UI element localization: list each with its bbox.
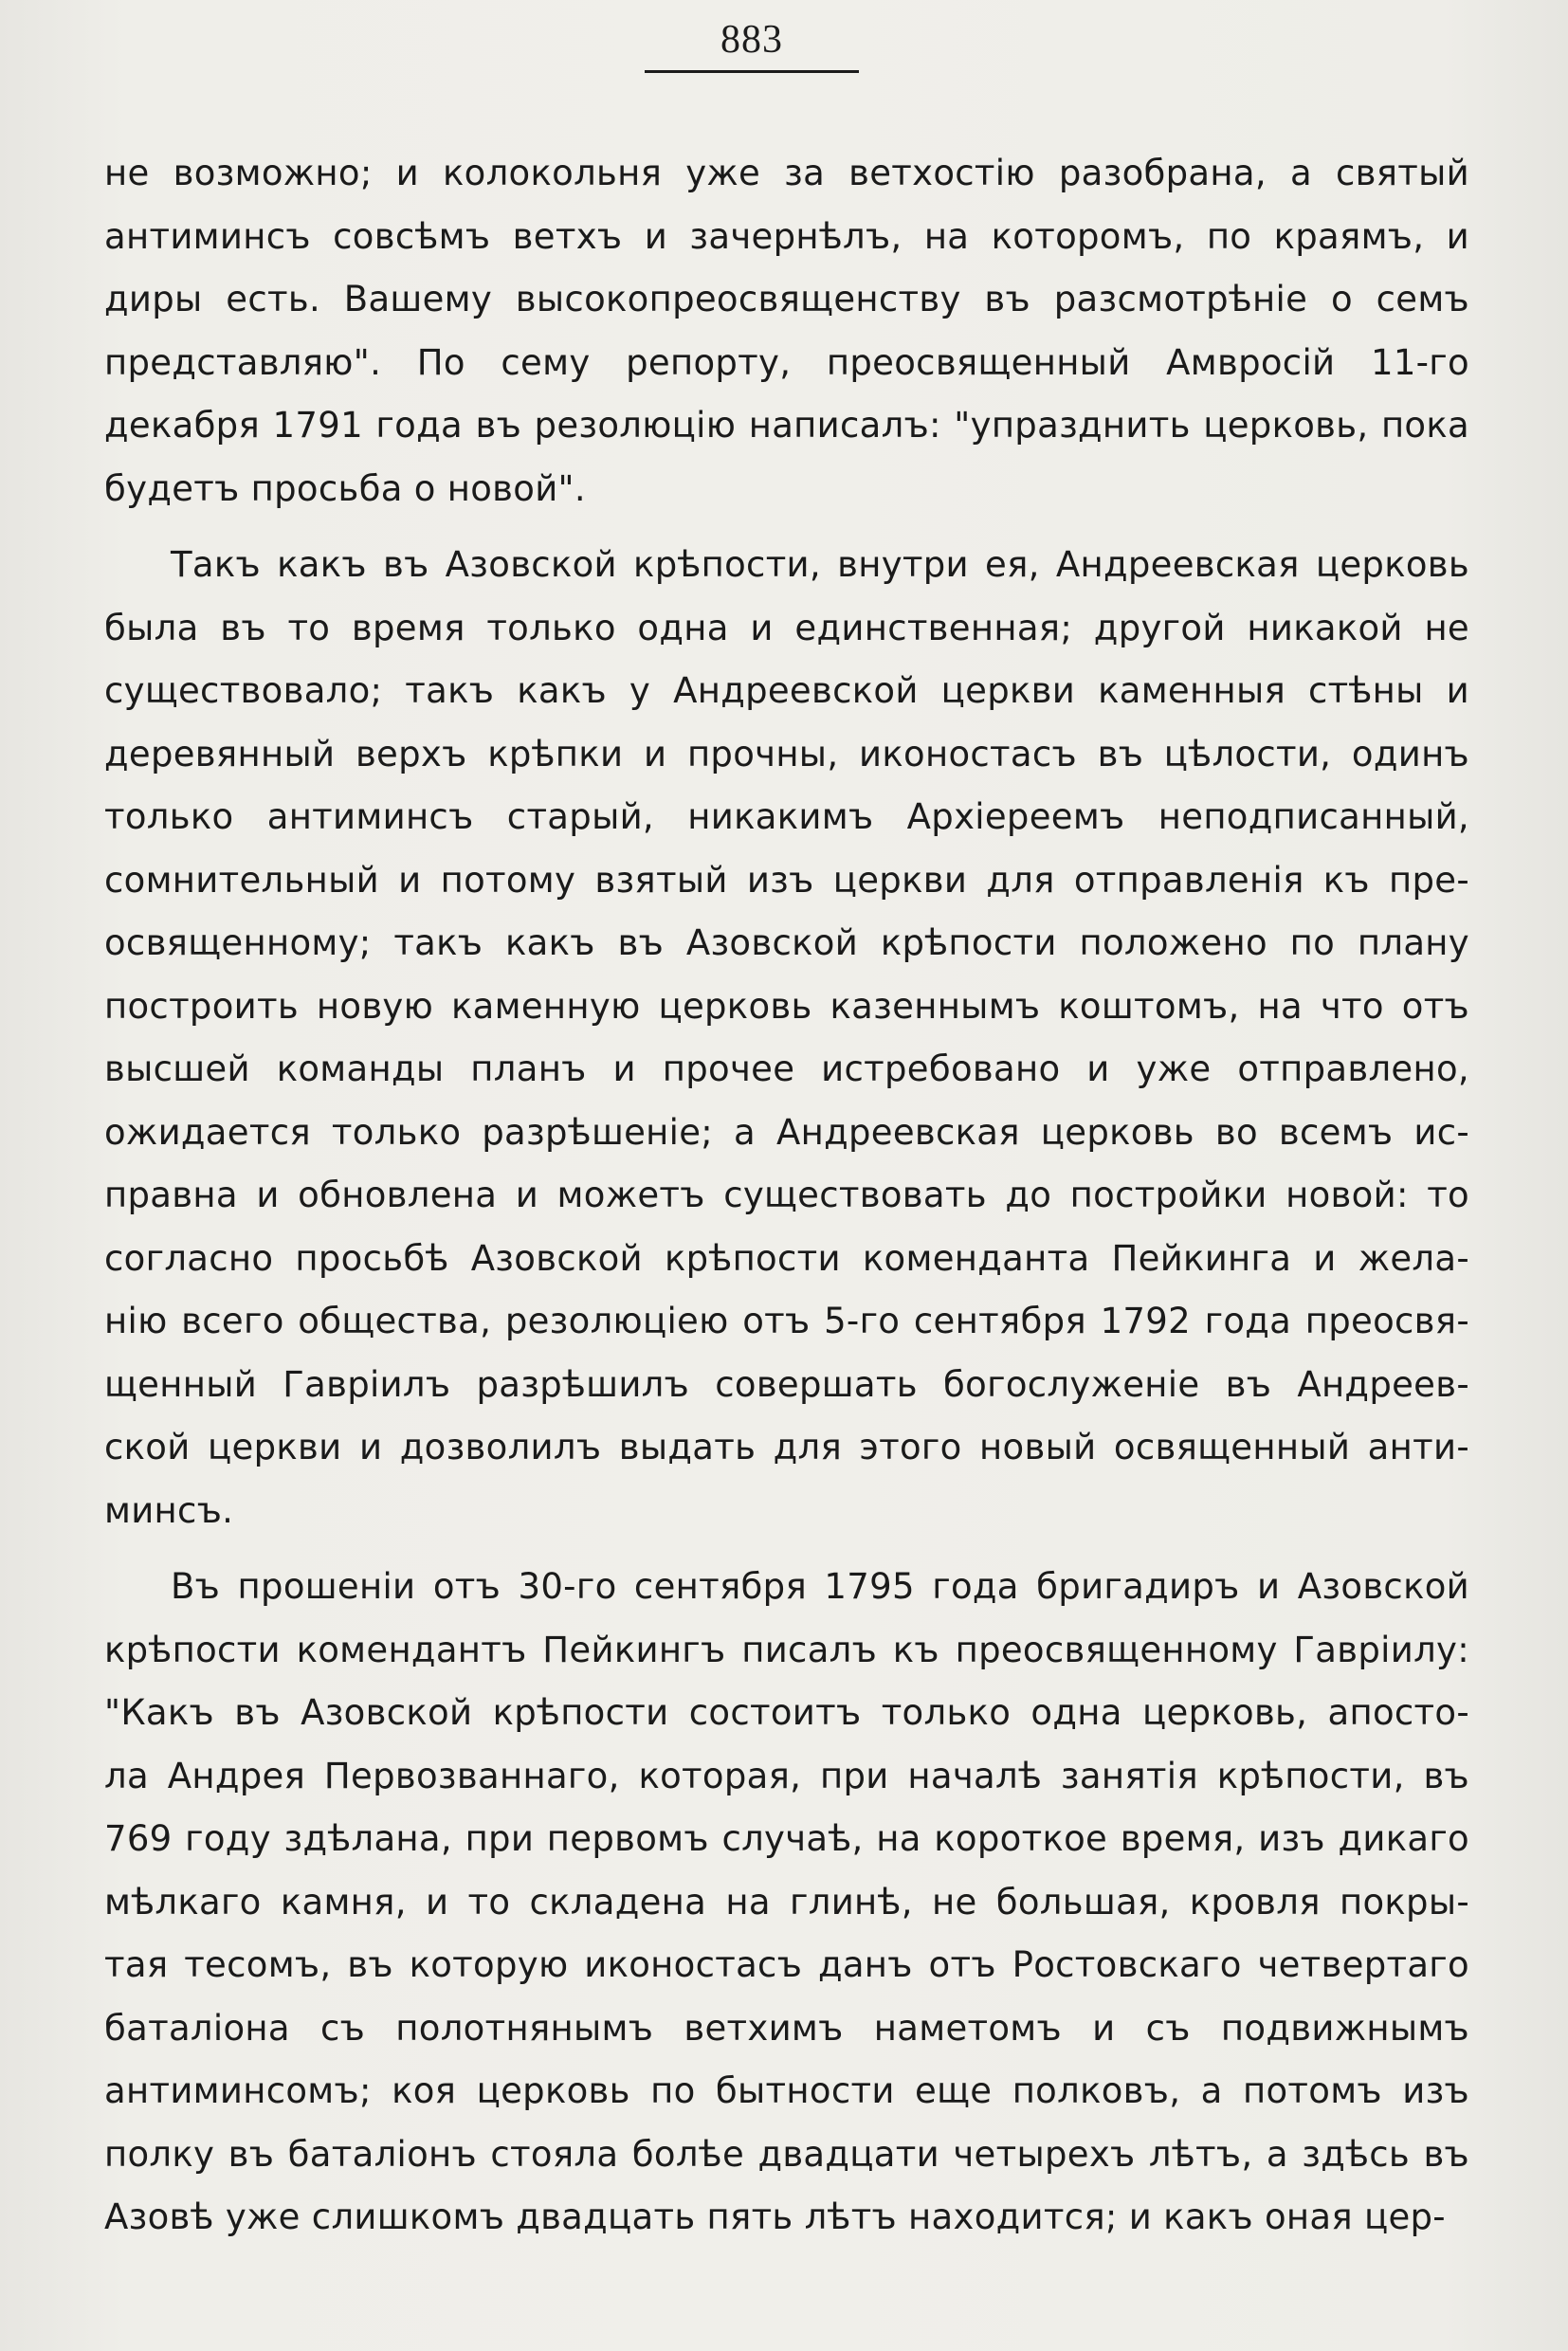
text-line: ла Андрея Первозваннаго, которая, при началѣ занятія крѣпости, въ <box>104 1755 1469 1796</box>
text-line: минсъ. <box>104 1489 234 1531</box>
text-line: крѣпости комендантъ Пейкингъ писалъ къ преосвященному Гавріилу: <box>104 1629 1469 1670</box>
text-line: согласно просьбѣ Азовской крѣпости коменданта Пейкинга и жела- <box>104 1237 1469 1279</box>
body-text <box>104 142 1469 2250</box>
text-line: не возможно; и колокольня уже за ветхостію разобрана, а святый <box>104 153 1469 193</box>
paragraph <box>104 1556 1469 2250</box>
text-line: существовало; такъ какъ у Андреевской церкви каменныя стѣны и <box>104 670 1469 711</box>
text-line: только антиминсъ старый, никакимъ Архіереемъ неподписанный, <box>104 796 1469 837</box>
text-line: антиминсъ совсѣмъ ветхъ и зачернѣлъ, на которомъ, по краямъ, и <box>104 215 1469 257</box>
text-line: баталіона съ полотнянымъ ветхимъ наметомъ и съ подвижнымъ <box>104 2007 1469 2049</box>
text-line: ожидается только разрѣшеніе; а Андреевская церковь во всемъ ис- <box>104 1111 1469 1153</box>
text-line: тая тесомъ, въ которую иконостасъ данъ отъ Ростовскаго четвертаго <box>104 1944 1469 1985</box>
text-line: сомнительный и потому взятый изъ церкви для отправленія къ пре- <box>104 859 1469 901</box>
paragraph-spacer <box>104 1542 1469 1556</box>
text-line: Въ прошеніи отъ 30-го сентября 1795 года бригадиръ и Азовской <box>171 1566 1469 1607</box>
text-line: мѣлкаго камня, и то складена на глинѣ, не большая, кровля покры- <box>104 1881 1469 1923</box>
text-line: была въ то время только одна и единственная; другой никакой не <box>104 607 1469 648</box>
paragraph <box>104 142 1469 520</box>
header-rule <box>645 70 859 73</box>
text-line: 769 году здѣлана, при первомъ случаѣ, на короткое время, изъ дикаго <box>104 1818 1469 1859</box>
text-line: антиминсомъ; коя церковь по бытности еще полковъ, а потомъ изъ <box>104 2070 1469 2111</box>
text-line: освященному; такъ какъ въ Азовской крѣпости положено по плану <box>104 922 1469 963</box>
text-line: Азовѣ уже слишкомъ двадцать пять лѣтъ находится; и какъ оная цер- <box>104 2196 1446 2237</box>
text-line: полку въ баталіонъ стояла болѣе двадцати четырехъ лѣтъ, а здѣсь въ <box>104 2133 1469 2175</box>
text-line: представляю". По сему репорту, преосвященный Амвросій 11-го <box>104 341 1469 383</box>
text-line: диры есть. Вашему высокопреосвященству въ разсмотрѣніе о семъ <box>104 279 1469 319</box>
text-line: будетъ просьба о новой". <box>104 467 586 509</box>
text-line: деревянный верхъ крѣпки и прочны, иконостасъ въ цѣлости, одинъ <box>104 733 1469 775</box>
paragraph-spacer <box>104 520 1469 534</box>
text-line: "Какъ въ Азовской крѣпости состоитъ только одна церковь, апосто- <box>104 1692 1469 1733</box>
text-line: Такъ какъ въ Азовской крѣпости, внутри ея, Андреевская церковь <box>171 544 1469 585</box>
text-line: высшей команды планъ и прочее истребовано и уже отправлено, <box>104 1048 1469 1089</box>
paragraph <box>104 534 1469 1542</box>
text-line: нію всего общества, резолюціею отъ 5-го сентября 1792 года преосвя- <box>104 1301 1469 1341</box>
text-line: декабря 1791 года въ резолюцію написалъ: "упразднить церковь, пока <box>104 405 1469 446</box>
text-line: правна и обновлена и можетъ существовать до постройки новой: то <box>104 1175 1469 1215</box>
text-line: ской церкви и дозволилъ выдать для этого новый освященный анти- <box>104 1427 1469 1467</box>
page-number: 883 <box>720 18 783 62</box>
text-line: щенный Гавріилъ разрѣшилъ совершать богослуженіе въ Андреев- <box>104 1363 1469 1405</box>
text-line: построить новую каменную церковь казеннымъ коштомъ, на что отъ <box>104 985 1469 1027</box>
